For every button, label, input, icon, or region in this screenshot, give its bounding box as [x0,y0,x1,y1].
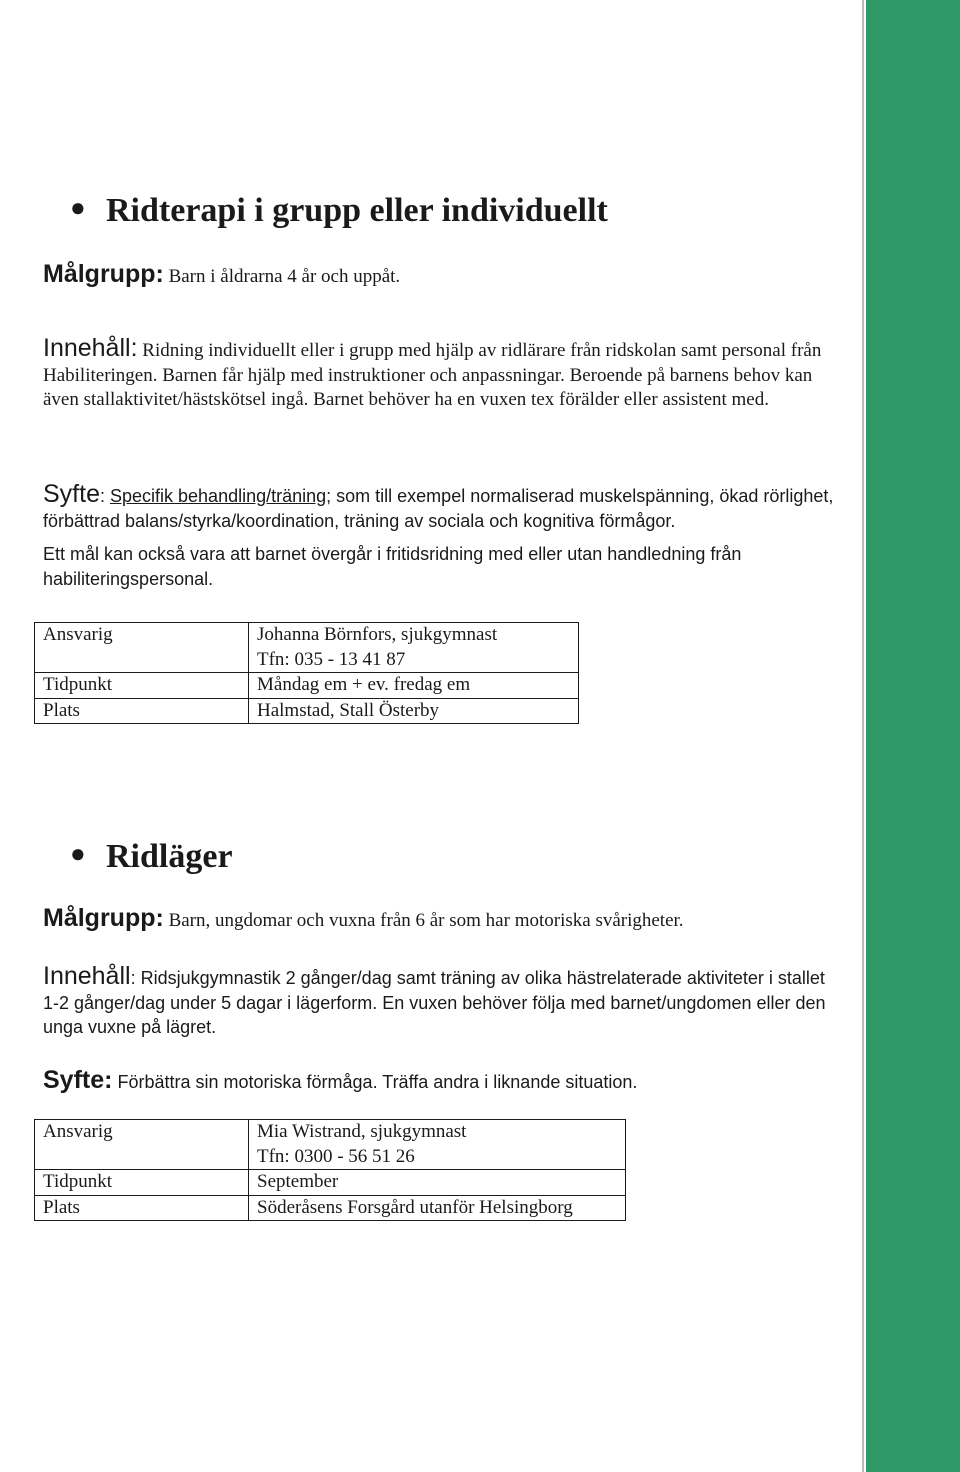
plats-label: Plats [35,698,249,724]
innehall-paragraph [43,964,843,1040]
extra-paragraph [43,542,843,591]
table-row [35,698,579,724]
extra-text: Ett mål kan också vara att barnet övergår i fritidsridning med eller utan handledning från habiliteringspersonal. [43,544,742,589]
malgrupp-paragraph [43,906,843,934]
table-row [35,623,579,673]
tidpunkt-value: Måndag em + ev. fredag em [249,673,579,699]
table-row [35,673,579,699]
tidpunkt-label: Tidpunkt [35,673,249,699]
phone-value: Tfn: 0300 - 56 51 26 [257,1145,415,1167]
syfte-label: Syfte: [43,1066,113,1094]
innehall-label: Innehåll [43,962,131,990]
bullet-icon: ● [70,839,86,869]
accent-bar [866,0,960,1472]
malgrupp-label: Målgrupp: [43,260,164,288]
info-table-ridlager [34,1119,626,1221]
table-row [35,1170,626,1196]
syfte-label: Syfte [43,480,100,508]
plats-label: Plats [35,1195,249,1221]
table-row [35,1195,626,1221]
phone-value: Tfn: 035 - 13 41 87 [257,648,406,670]
ansvarig-value: Mia Wistrand, sjukgymnast Tfn: 0300 - 56 51 26 [249,1120,626,1170]
syfte-underlined-text: Specifik behandling/träning [110,486,327,506]
syfte-text: Förbättra sin motoriska förmåga. Träffa andra i liknande situation. [112,1072,638,1092]
heading-text: Ridläger [106,838,233,876]
tidpunkt-label: Tidpunkt [35,1170,249,1196]
info-table-ridterapi [34,622,579,724]
syfte-text: ; som till exempel normaliserad muskelspänning, ökad rörlighet, förbättrad balans/styrka/koordination, träning av sociala och kognitiva förmågor. [43,486,834,531]
section-heading-ridterapi [70,190,608,230]
syfte-paragraph [43,1068,843,1095]
ansvarig-value: Johanna Börnfors, sjukgymnast Tfn: 035 - 13 41 87 [249,623,579,673]
ansvarig-label: Ansvarig [35,1120,249,1170]
innehall-text: : Ridsjukgymnastik 2 gånger/dag samt träning av olika hästrelaterade aktiviteter i stallet 1-2 gånger/dag under 5 dagar i lägerform. En vuxen behöver följa med barnet/ungdomen eller den unga vuxne på lägret. [43,968,826,1037]
page-edge-divider [862,0,864,1472]
syfte-paragraph [43,482,843,533]
malgrupp-label: Målgrupp: [43,904,164,932]
innehall-text: Ridning individuellt eller i grupp med hjälp av ridlärare från ridskolan samt personal från Habiliteringen. Barnen får hjälp med instruktioner och anpassningar. Beroende på barnens behov kan även stallaktivitet/hästskötsel ingå. Barnet behöver ha en vuxen tex förälder eller assistent med. [43,340,822,410]
innehall-paragraph [43,336,843,413]
malgrupp-text: Barn i åldrarna 4 år och uppåt. [163,266,401,287]
ansvarig-label: Ansvarig [35,623,249,673]
section-heading-ridlager [70,836,233,876]
table-row [35,1120,626,1170]
syfte-colon: : [99,486,110,506]
malgrupp-paragraph [43,262,843,290]
innehall-label: Innehåll: [43,334,138,362]
plats-value: Söderåsens Forsgård utanför Helsingborg [249,1195,626,1221]
plats-value: Halmstad, Stall Österby [249,698,579,724]
heading-text: Ridterapi i grupp eller individuellt [106,192,608,230]
malgrupp-text: Barn, ungdomar och vuxna från 6 år som har motoriska svårigheter. [163,910,684,931]
bullet-icon: ● [70,193,86,223]
tidpunkt-value: September [249,1170,626,1196]
